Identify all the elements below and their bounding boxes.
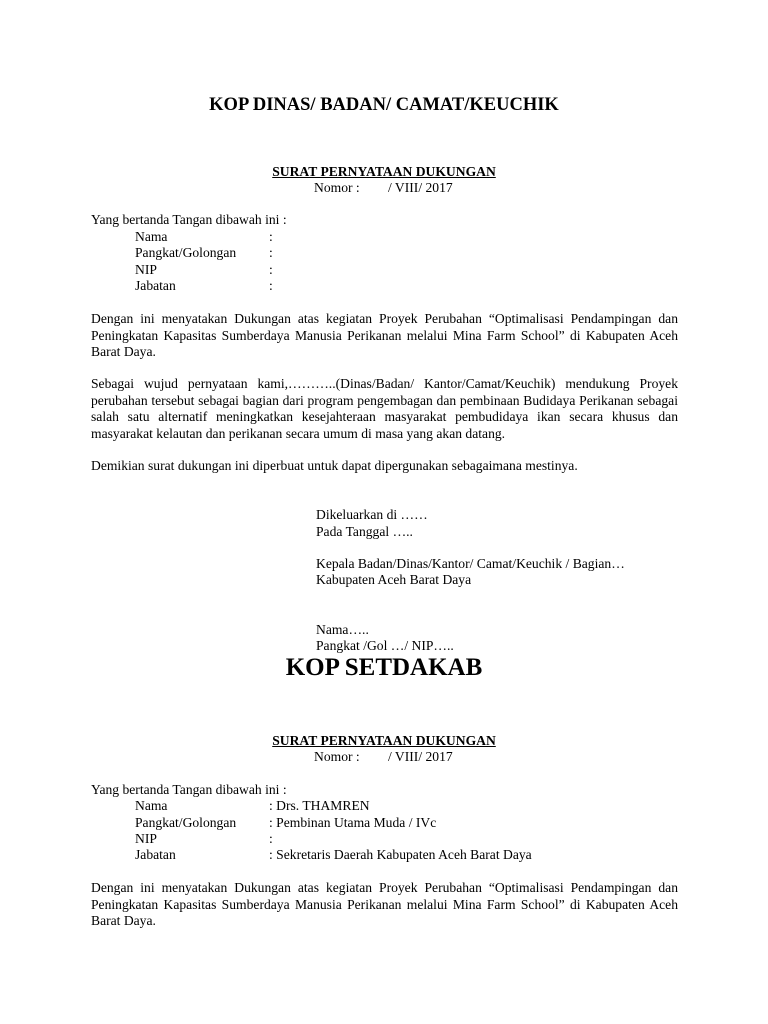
field-label-nip: NIP xyxy=(135,262,157,277)
letter-number-label-2: Nomor : xyxy=(314,749,360,764)
signature-name: Nama….. xyxy=(316,622,369,637)
field-value-jabatan-2: : Sekretaris Daerah Kabupaten Aceh Barat Daya xyxy=(269,847,532,862)
paragraph-commitment: Sebagai wujud pernyataan kami,………..(Dinas/Badan/ Kantor/Camat/Keuchik) mendukung Proyek perubahan tersebut sebagai bagian dari program pengembagan dan pembinaan Budidaya Perikanan sebagai salah satu alternatif meningkatkan kesejahteraan masyarakat pembudidaya ikan secara khusus dan masyarakat kelautan dan perikanan secara umum di masa yang akan datang. xyxy=(91,376,678,441)
letter-number-label: Nomor : xyxy=(314,180,360,195)
paragraph-support: Dengan ini menyatakan Dukungan atas kegiatan Proyek Perubahan “Optimalisasi Pendampingan dan Peningkatan Kapasitas Sumberdaya Manusia Perikanan melalui Mina Farm School” di Kabupaten Aceh Barat Daya. xyxy=(91,311,678,359)
paragraph-closing: Demikian surat dukungan ini diperbuat untuk dapat dipergunakan sebagaimana mestinya. xyxy=(91,458,578,473)
field-label-jabatan-2: Jabatan xyxy=(135,847,176,862)
letter-number-value: / VIII/ 2017 xyxy=(388,180,453,195)
letter-title-2: SURAT PERNYATAAN DUKUNGAN xyxy=(272,733,496,748)
signature-position: Kepala Badan/Dinas/Kantor/ Camat/Keuchik / Bagian… xyxy=(316,556,625,571)
signatory-intro: Yang bertanda Tangan dibawah ini : xyxy=(91,212,287,227)
field-value-pangkat: : xyxy=(269,245,273,260)
paragraph-support-2: Dengan ini menyatakan Dukungan atas kegiatan Proyek Perubahan “Optimalisasi Pendampingan dan Peningkatan Kapasitas Sumberdaya Manusia Perikanan melalui Mina Farm School” di Kabupaten Aceh Barat Daya. xyxy=(91,880,678,928)
field-value-pangkat-2: : Pembinan Utama Muda / IVc xyxy=(269,815,437,830)
letter-title: SURAT PERNYATAAN DUKUNGAN xyxy=(272,164,496,179)
signatory-intro-2: Yang bertanda Tangan dibawah ini : xyxy=(91,782,287,797)
signature-date: Pada Tanggal ….. xyxy=(316,524,413,539)
field-value-nip: : xyxy=(269,262,273,277)
letter-number-value-2: / VIII/ 2017 xyxy=(388,749,453,764)
letterhead-title: KOP DINAS/ BADAN/ CAMAT/KEUCHIK xyxy=(209,95,559,115)
field-value-jabatan: : xyxy=(269,278,273,293)
letterhead-title-setdakab: KOP SETDAKAB xyxy=(285,654,483,681)
signature-place: Dikeluarkan di …… xyxy=(316,507,428,522)
field-label-nip-2: NIP xyxy=(135,831,157,846)
field-label-nama-2: Nama xyxy=(135,798,168,813)
field-label-nama: Nama xyxy=(135,229,168,244)
signature-rank: Pangkat /Gol …/ NIP….. xyxy=(316,638,454,653)
signature-regency: Kabupaten Aceh Barat Daya xyxy=(316,572,472,587)
field-value-nip-2: : xyxy=(269,831,273,846)
field-label-pangkat-2: Pangkat/Golongan xyxy=(135,815,237,830)
field-value-nama-2: : Drs. THAMREN xyxy=(269,798,370,813)
field-label-pangkat: Pangkat/Golongan xyxy=(135,245,237,260)
field-label-jabatan: Jabatan xyxy=(135,278,176,293)
field-value-nama: : xyxy=(269,229,273,244)
